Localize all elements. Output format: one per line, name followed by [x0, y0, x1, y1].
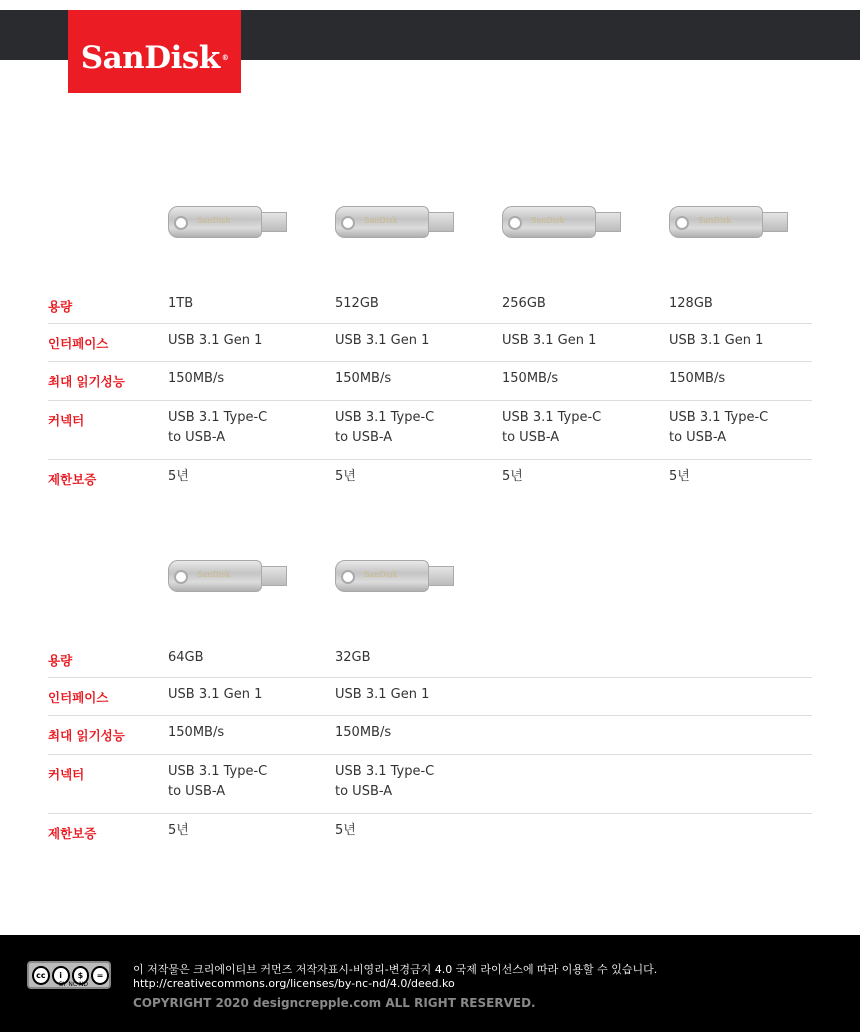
- connector-line1: USB 3.1 Type-C: [168, 410, 268, 425]
- usb-c-plug: [595, 212, 621, 232]
- connector-line1: USB 3.1 Type-C: [669, 410, 769, 425]
- connector-line1: USB 3.1 Type-C: [502, 410, 602, 425]
- license-text: 이 저작물은 크리에이티브 커먼즈 저작자표시-비영리-변경금지 4.0 국제 라이선스에 따라 이용할 수 있습니다.: [133, 963, 658, 976]
- usb-drive-image: [502, 205, 622, 239]
- cell-value: 32GB: [335, 650, 371, 665]
- cc-license-icon[interactable]: [27, 961, 111, 989]
- logo-text: SanDisk: [80, 39, 220, 76]
- connector-line1: USB 3.1 Type-C: [168, 764, 268, 779]
- cell-value: 150MB/s: [335, 725, 392, 740]
- cell-value: 150MB/s: [669, 371, 726, 386]
- cell-value: USB 3.1 Gen 1: [669, 333, 764, 348]
- connector-line2: to USB-A: [335, 430, 393, 445]
- drive-brand: SanDisk: [531, 216, 565, 225]
- cell-value: 1TB: [168, 296, 194, 311]
- cell-value: 5년: [335, 469, 356, 484]
- cell-value: 256GB: [502, 296, 546, 311]
- cell-value: USB 3.1 Gen 1: [335, 333, 430, 348]
- cell-value: 5년: [502, 469, 523, 484]
- row-label: 인터페이스: [48, 336, 109, 351]
- usb-c-plug: [428, 212, 454, 232]
- cell-value: [502, 408, 601, 448]
- cell-value: 128GB: [669, 296, 713, 311]
- connector-line2: to USB-A: [168, 784, 226, 799]
- row-label: 최대 읽기성능: [48, 374, 125, 389]
- usb-c-plug: [428, 566, 454, 586]
- cell-value: 150MB/s: [335, 371, 392, 386]
- connector-line2: to USB-A: [335, 784, 393, 799]
- cell-value: [168, 408, 267, 448]
- row-label: 커넥터: [48, 413, 85, 428]
- cell-value: [168, 762, 267, 802]
- row-divider: [48, 677, 812, 678]
- row-divider: [48, 459, 812, 460]
- drive-brand: SanDisk: [698, 216, 732, 225]
- drive-brand: SanDisk: [364, 570, 398, 579]
- nc-icon: $: [72, 966, 90, 985]
- row-label: 최대 읽기성능: [48, 728, 125, 743]
- cell-value: [669, 408, 768, 448]
- registered-mark: ®: [221, 53, 229, 62]
- cell-value: USB 3.1 Gen 1: [502, 333, 597, 348]
- row-divider: [48, 754, 812, 755]
- copyright: COPYRIGHT 2020 designcrepple.com ALL RIGHT RESERVED.: [133, 996, 536, 1010]
- cc-icon: cc: [32, 966, 50, 985]
- cell-value: USB 3.1 Gen 1: [335, 687, 430, 702]
- cell-value: 5년: [669, 469, 690, 484]
- cell-value: USB 3.1 Gen 1: [168, 333, 263, 348]
- cell-value: 5년: [335, 823, 356, 838]
- connector-line1: USB 3.1 Type-C: [335, 764, 435, 779]
- usb-drive-image: [335, 205, 455, 239]
- cell-value: [335, 408, 434, 448]
- usb-c-plug: [762, 212, 788, 232]
- usb-drive-image: [168, 205, 288, 239]
- row-label: 커넥터: [48, 767, 85, 782]
- drive-brand: SanDisk: [197, 216, 231, 225]
- usb-drive-image: [335, 559, 455, 593]
- cell-value: [335, 762, 434, 802]
- drive-brand: SanDisk: [364, 216, 398, 225]
- row-label: 제한보증: [48, 472, 97, 487]
- connector-line2: to USB-A: [502, 430, 560, 445]
- cc-sub-label: BY NC ND: [59, 981, 89, 988]
- cell-value: 150MB/s: [168, 725, 225, 740]
- row-divider: [48, 361, 812, 362]
- usb-c-plug: [261, 566, 287, 586]
- connector-line2: to USB-A: [669, 430, 727, 445]
- by-icon: i: [52, 966, 70, 985]
- row-divider: [48, 323, 812, 324]
- connector-line2: to USB-A: [168, 430, 226, 445]
- connector-line1: USB 3.1 Type-C: [335, 410, 435, 425]
- cell-value: 64GB: [168, 650, 204, 665]
- drive-brand: SanDisk: [197, 570, 231, 579]
- cell-value: 5년: [168, 469, 189, 484]
- cell-value: 512GB: [335, 296, 379, 311]
- license-link[interactable]: http://creativecommons.org/licenses/by-nc-nd/4.0/deed.ko: [133, 977, 455, 990]
- nd-icon: =: [91, 966, 109, 985]
- sandisk-logo: [68, 10, 241, 93]
- usb-drive-image: [669, 205, 789, 239]
- row-divider: [48, 813, 812, 814]
- cell-value: 150MB/s: [502, 371, 559, 386]
- cell-value: 150MB/s: [168, 371, 225, 386]
- cell-value: USB 3.1 Gen 1: [168, 687, 263, 702]
- row-divider: [48, 400, 812, 401]
- usb-drive-image: [168, 559, 288, 593]
- row-divider: [48, 715, 812, 716]
- cell-value: 5년: [168, 823, 189, 838]
- row-label: 인터페이스: [48, 690, 109, 705]
- row-label: 제한보증: [48, 826, 97, 841]
- row-label: 용량: [48, 653, 73, 668]
- row-label: 용량: [48, 299, 73, 314]
- usb-c-plug: [261, 212, 287, 232]
